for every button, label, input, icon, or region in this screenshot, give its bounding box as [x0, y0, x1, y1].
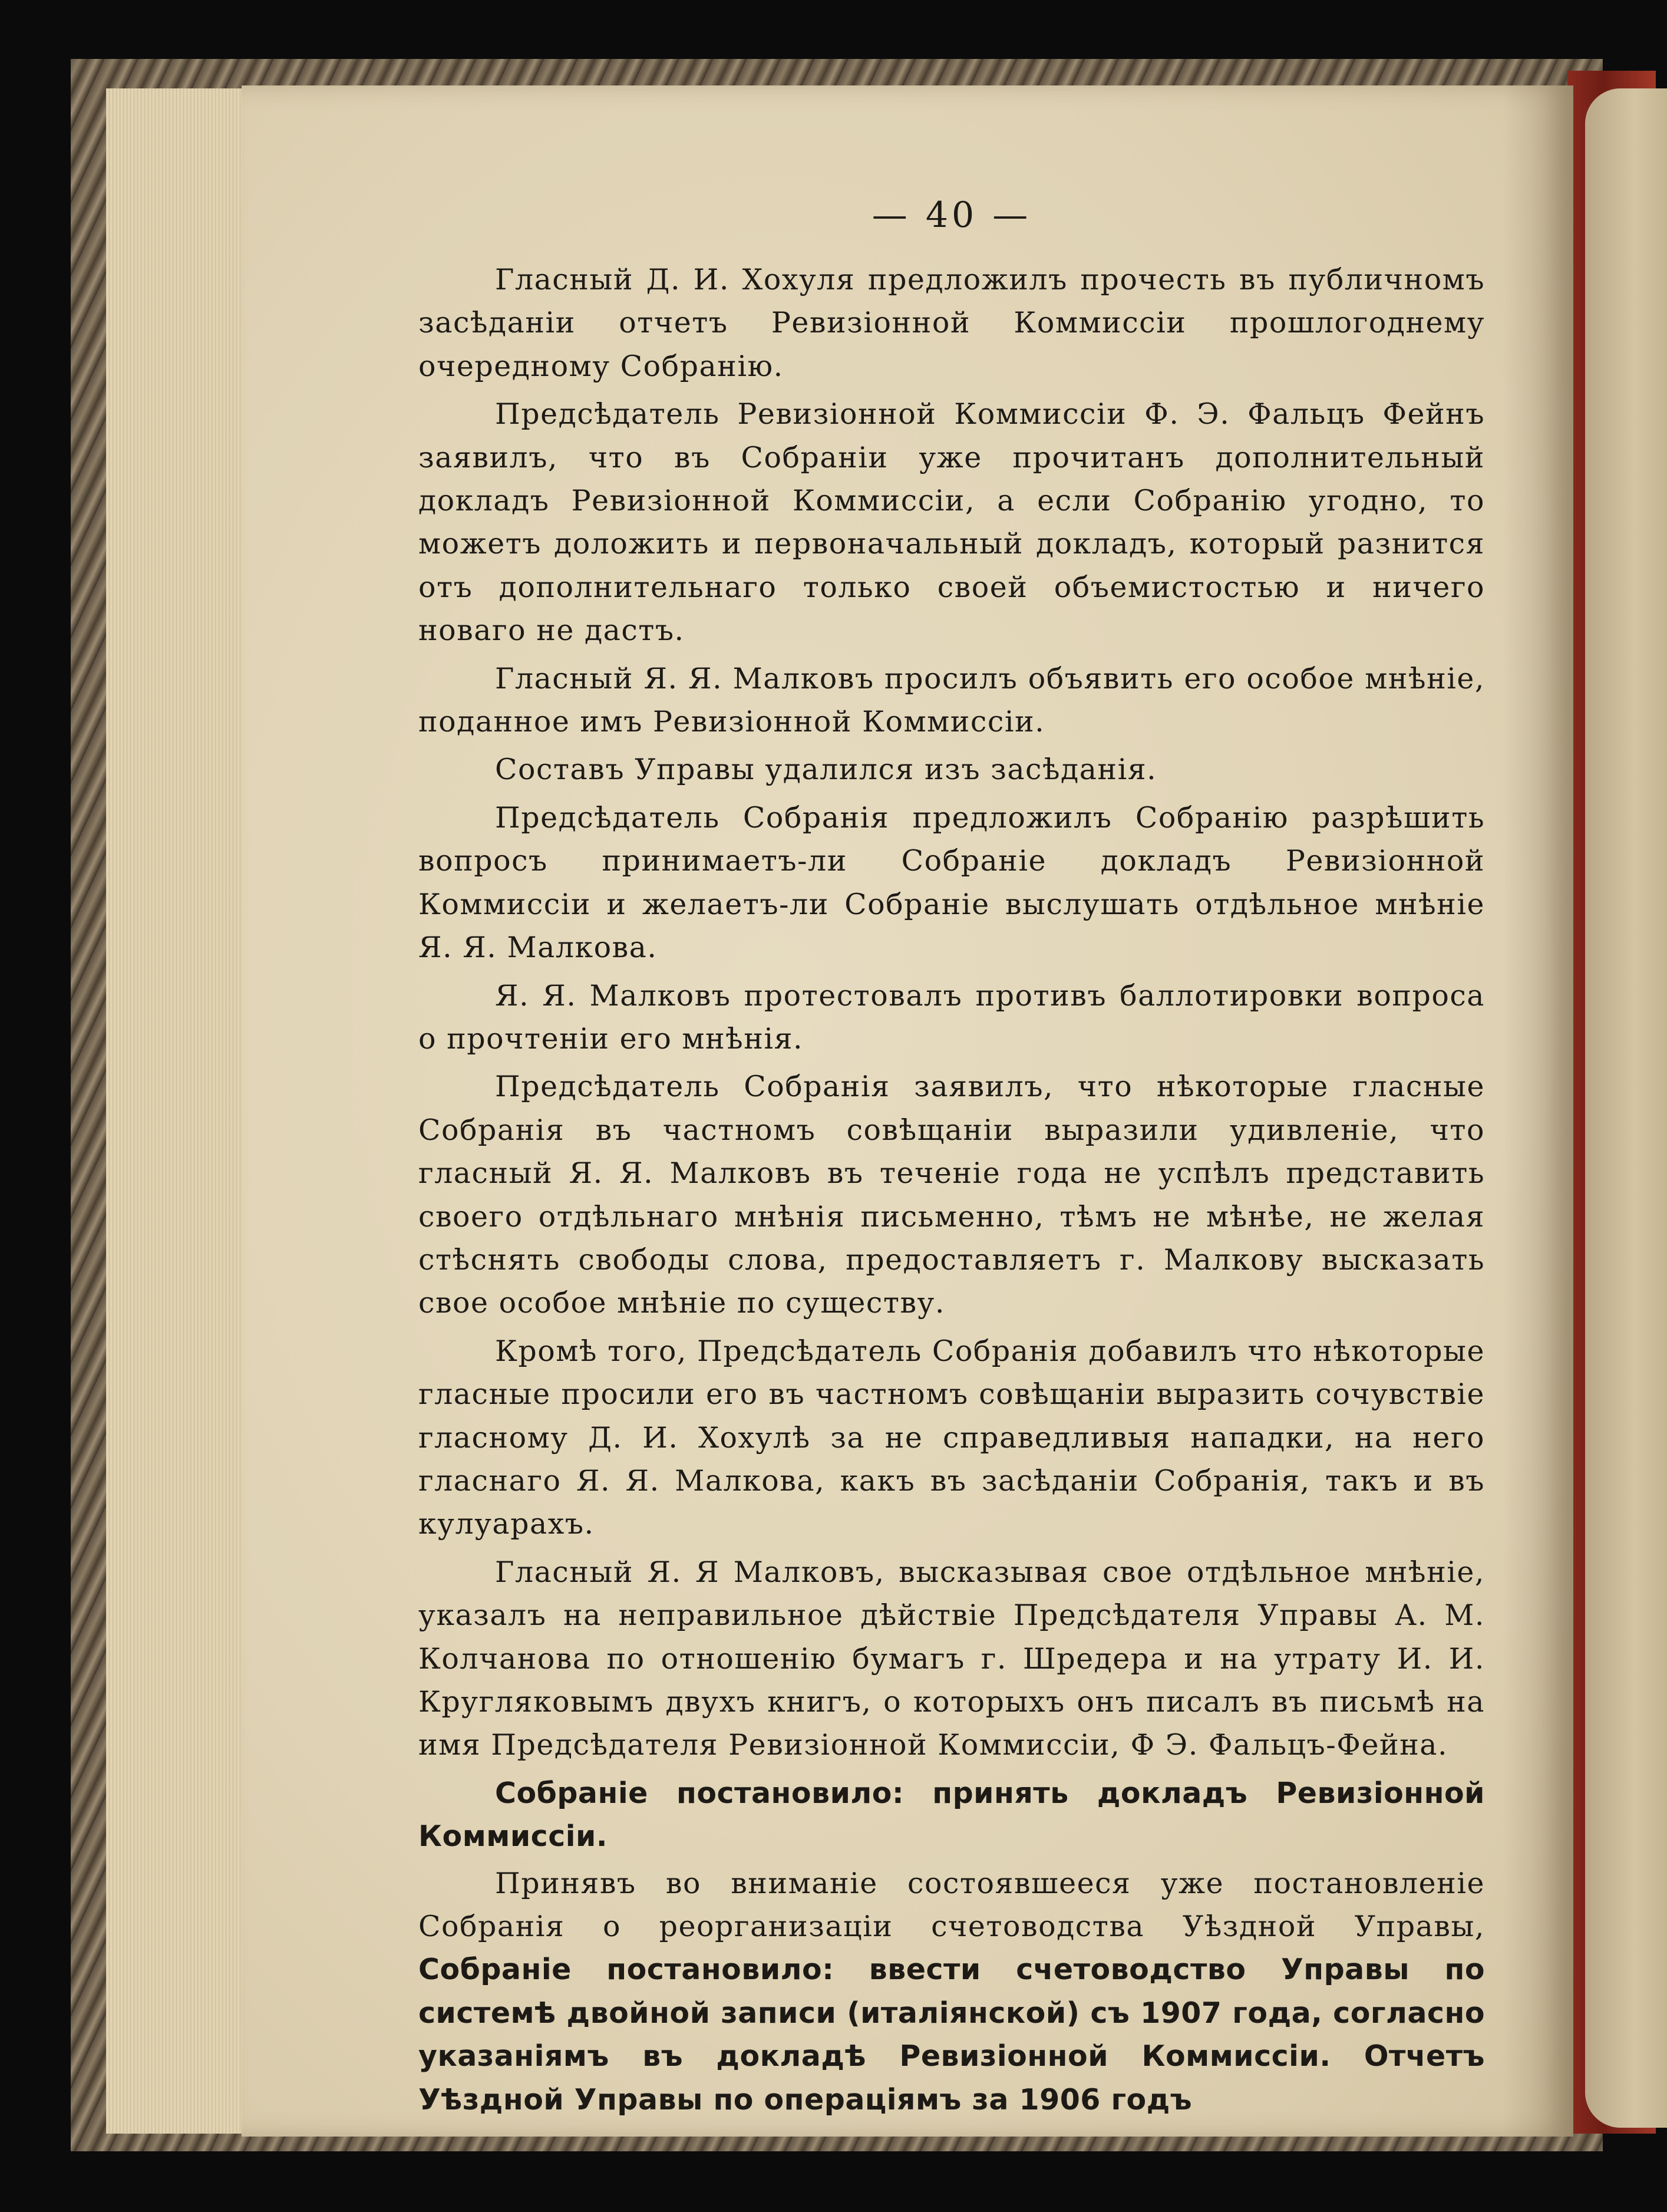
- paragraph-malkov-request: Гласный Я. Я. Малковъ просилъ объявить его особое мнѣніе, поданное имъ Ревизіонной Коммиссіи.: [418, 661, 1485, 739]
- paragraph-chairman-statement: Предсѣдатель Собранія заявилъ, что нѣкоторые гласные Собранія въ частномъ совѣщаніи выразили удивленіе, что гласный Я. Я. Малковъ въ теченіе года не успѣлъ представить своего отдѣльнаго мнѣнія письменно, тѣмъ не мѣнѣе, не желая стѣснять свободы слова, предоставляетъ г. Малкову высказать свое особое мнѣніе по существу.: [418, 1070, 1485, 1320]
- page-number: — 40 —: [872, 195, 1032, 236]
- paragraph-final-resolution: [418, 1862, 1485, 2121]
- paragraph-chairman-proposal: Предсѣдатель Собранія предложилъ Собранію разрѣшить вопросъ принимаетъ-ли Собраніе докладъ Ревизіонной Коммиссіи и желаетъ-ли Собраніе выслушать отдѣльное мнѣніе Я. Я. Малкова.: [418, 800, 1485, 965]
- gutter-shadow: [1503, 85, 1573, 2137]
- paragraph-board-left: Составъ Управы удалился изъ засѣданія.: [495, 753, 1157, 787]
- page-text: [418, 195, 1485, 2121]
- paragraph-hokhulya-proposal: Гласный Д. И. Хохуля предложилъ прочесть въ публичномъ засѣданіи отчетъ Ревизіонной Коммиссіи прошлогоднему очередному Собранію.: [418, 263, 1485, 383]
- facing-page-edge: [1585, 88, 1667, 2128]
- paragraph-malkov-opinion: Гласный Я. Я Малковъ, высказывая свое отдѣльное мнѣніе, указалъ на неправильное дѣйствіе Предсѣдателя Управы А. М. Колчанова по отношенію бумагъ г. Шредера и на утрату И. И. Кругляковымъ двухъ книгъ, о которыхъ онъ писалъ въ письмѣ на имя Предсѣдателя Ревизіонной Коммиссіи, Ф Э. Фальцъ-Фейна.: [418, 1555, 1485, 1762]
- paragraph-sympathy: Кромѣ того, Предсѣдатель Собранія добавилъ что нѣкоторые гласные просили его въ частномъ совѣщаніи выразить сочувствіе гласному Д. И. Хохулѣ за не справедливыя нападки, на него гласнаго Я. Я. Малкова, какъ въ засѣданіи Собранія, такъ и въ кулуарахъ.: [418, 1334, 1485, 1541]
- paragraph-chairman-revision: Предсѣдатель Ревизіонной Коммиссіи Ф. Э. Фальцъ Фейнъ заявилъ, что въ Собраніи уже прочитанъ дополнительный докладъ Ревизіонной Коммиссіи, а если Собранію угодно, то можетъ доложить и первоначальный докладъ, который разнится отъ дополнительнаго только своей объемистостью и ничего новаго не дастъ.: [418, 397, 1485, 648]
- page-stack-edges: [106, 88, 247, 2134]
- final-lead-text: Принявъ во вниманіе состоявшееся уже постановленіе Собранія о реорганизаціи счетоводства Уѣздной Управы,: [418, 1866, 1485, 1944]
- paragraph-malkov-protest: Я. Я. Малковъ протестовалъ противъ баллотировки вопроса о прочтеніи его мнѣнія.: [418, 978, 1485, 1056]
- resolution-accept-report: Собраніе постановило: принять докладъ Ревизіонной Коммиссіи.: [418, 1776, 1485, 1854]
- final-bold-text: Собраніе постановило: ввести счетоводство Управы по системѣ двойной записи (италіянской) съ 1907 года, согласно указаніямъ въ докладѣ Ревизіонной Коммиссіи. Отчетъ Уѣздной Управы по операціямъ за 1906 годъ: [418, 1953, 1485, 2117]
- book-page: [242, 85, 1573, 2137]
